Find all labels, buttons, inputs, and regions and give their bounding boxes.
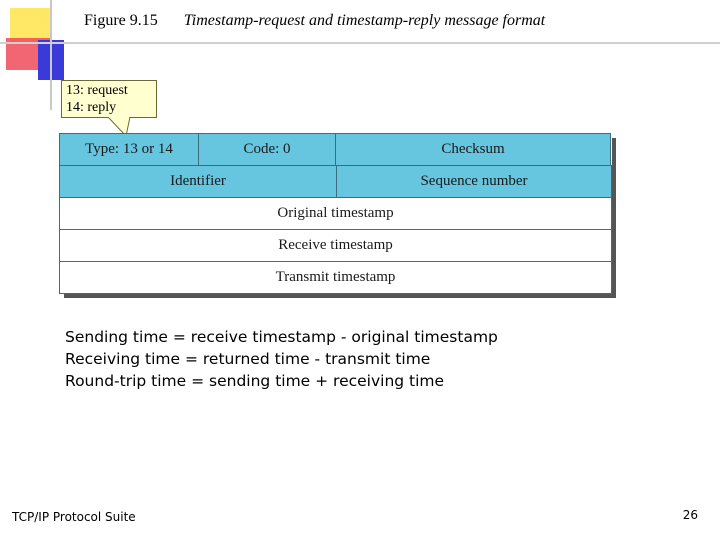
- type-callout: [61, 80, 157, 118]
- field-code: Code: 0: [198, 133, 336, 166]
- field-identifier: Identifier: [59, 165, 337, 198]
- callout-line-request: 13: request: [66, 83, 128, 98]
- figure-caption: Timestamp-request and timestamp-reply message format: [183, 12, 546, 29]
- figure-title: [84, 12, 545, 30]
- format-row-receive: [60, 230, 612, 262]
- field-transmit-timestamp: Transmit timestamp: [59, 261, 612, 294]
- formula-round-trip-time: Round-trip time = sending time + receiving time: [65, 372, 445, 390]
- format-row-ids: [60, 166, 612, 198]
- field-sequence-number: Sequence number: [336, 165, 612, 198]
- message-format-diagram: [60, 134, 612, 294]
- field-type: Type: 13 or 14: [59, 133, 199, 166]
- field-receive-timestamp: Receive timestamp: [59, 229, 612, 262]
- callout-line-reply: 14: reply: [66, 100, 117, 115]
- field-original-timestamp: Original timestamp: [59, 197, 612, 230]
- decor-horizontal-line: [0, 42, 720, 44]
- figure-number: Figure 9.15: [84, 12, 158, 29]
- field-checksum: Checksum: [335, 133, 611, 166]
- footer-source: TCP/IP Protocol Suite: [12, 510, 136, 524]
- formula-receiving-time: Receiving time = returned time - transmit time: [65, 350, 431, 368]
- formula-sending-time: Sending time = receive timestamp - original timestamp: [65, 328, 498, 346]
- decor-vertical-line: [50, 0, 52, 110]
- format-row-original: [60, 198, 612, 230]
- format-row-transmit: [60, 262, 612, 294]
- format-row-header: [60, 134, 612, 166]
- time-formulas: [65, 326, 498, 392]
- page-number: 26: [682, 508, 698, 522]
